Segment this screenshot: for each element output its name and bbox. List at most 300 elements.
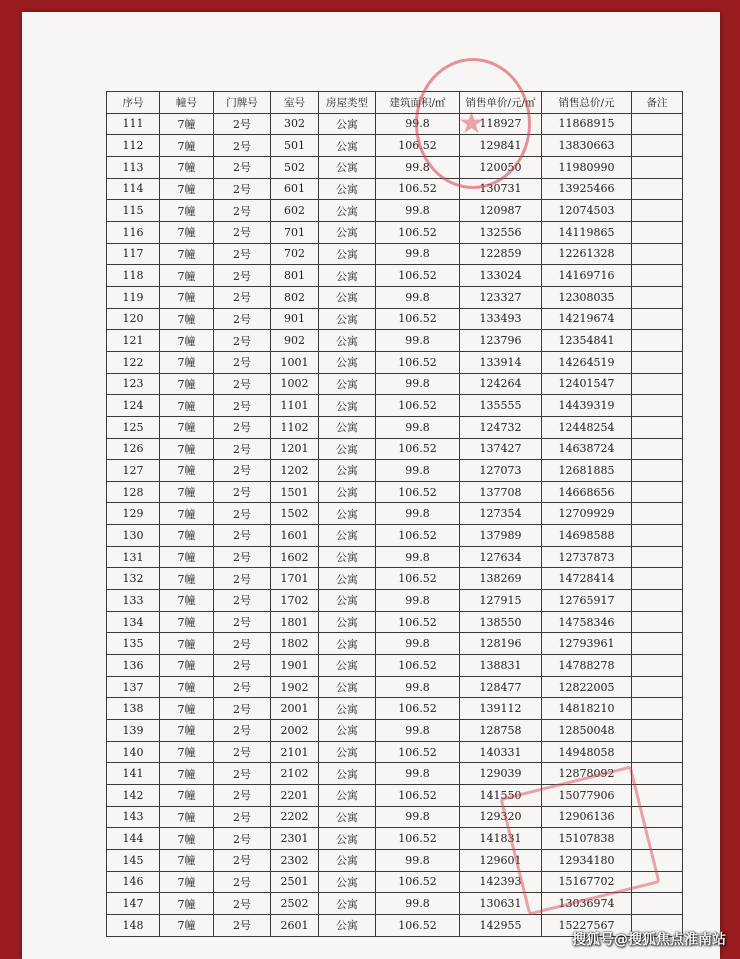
cell-door-number: 2号: [214, 893, 271, 915]
cell-remarks: [632, 243, 683, 265]
cell-door-number: 2号: [214, 265, 271, 287]
cell-building: 7幢: [160, 351, 214, 373]
cell-area: 106.52: [376, 914, 460, 936]
cell-door-number: 2号: [214, 351, 271, 373]
watermark-text: 搜狐号@搜狐焦点淮南站: [572, 932, 726, 948]
table-row: [107, 460, 683, 482]
cell-building: 7幢: [160, 416, 214, 438]
cell-area: 99.8: [376, 286, 460, 308]
cell-index: 115: [107, 200, 160, 222]
cell-remarks: [632, 611, 683, 633]
cell-index: 124: [107, 395, 160, 417]
cell-area: 99.8: [376, 763, 460, 785]
cell-door-number: 2号: [214, 438, 271, 460]
cell-index: 137: [107, 676, 160, 698]
cell-remarks: [632, 438, 683, 460]
cell-unit-price: 124264: [460, 373, 542, 395]
cell-building: 7幢: [160, 200, 214, 222]
cell-building: 7幢: [160, 785, 214, 807]
cell-door-number: 2号: [214, 395, 271, 417]
cell-total-price: 15107838: [542, 828, 632, 850]
cell-area: 106.52: [376, 481, 460, 503]
seal-star-icon: ★: [458, 106, 485, 141]
cell-house-type: 公寓: [319, 590, 376, 612]
cell-building: 7幢: [160, 676, 214, 698]
cell-index: 121: [107, 330, 160, 352]
cell-house-type: 公寓: [319, 828, 376, 850]
cell-total-price: 12934180: [542, 849, 632, 871]
cell-area: 99.8: [376, 503, 460, 525]
cell-area: 99.8: [376, 849, 460, 871]
cell-index: 139: [107, 720, 160, 742]
cell-index: 134: [107, 611, 160, 633]
cell-house-type: 公寓: [319, 373, 376, 395]
table-row: [107, 113, 683, 135]
cell-remarks: [632, 546, 683, 568]
cell-building: 7幢: [160, 633, 214, 655]
cell-total-price: 14788278: [542, 655, 632, 677]
table-row: [107, 330, 683, 352]
cell-building: 7幢: [160, 698, 214, 720]
cell-room-number: 1702: [271, 590, 319, 612]
table-row: [107, 611, 683, 633]
cell-area: 99.8: [376, 200, 460, 222]
header-building: 幢号: [160, 92, 214, 114]
cell-unit-price: 133914: [460, 351, 542, 373]
cell-unit-price: 127073: [460, 460, 542, 482]
cell-index: 128: [107, 481, 160, 503]
cell-unit-price: 137989: [460, 525, 542, 547]
cell-unit-price: 127915: [460, 590, 542, 612]
cell-total-price: 14119865: [542, 221, 632, 243]
cell-area: 106.52: [376, 525, 460, 547]
cell-room-number: 1802: [271, 633, 319, 655]
cell-remarks: [632, 871, 683, 893]
cell-index: 114: [107, 178, 160, 200]
cell-remarks: [632, 200, 683, 222]
cell-remarks: [632, 676, 683, 698]
cell-index: 148: [107, 914, 160, 936]
cell-door-number: 2号: [214, 481, 271, 503]
cell-index: 122: [107, 351, 160, 373]
table-row: [107, 286, 683, 308]
table-row: [107, 135, 683, 157]
cell-house-type: 公寓: [319, 178, 376, 200]
cell-door-number: 2号: [214, 156, 271, 178]
cell-room-number: 1202: [271, 460, 319, 482]
cell-door-number: 2号: [214, 676, 271, 698]
cell-area: 99.8: [376, 806, 460, 828]
cell-room-number: 2201: [271, 785, 319, 807]
cell-unit-price: 137708: [460, 481, 542, 503]
cell-total-price: 11868915: [542, 113, 632, 135]
cell-room-number: 702: [271, 243, 319, 265]
cell-area: 106.52: [376, 308, 460, 330]
cell-door-number: 2号: [214, 806, 271, 828]
cell-room-number: 1102: [271, 416, 319, 438]
cell-unit-price: 141831: [460, 828, 542, 850]
cell-door-number: 2号: [214, 135, 271, 157]
cell-door-number: 2号: [214, 178, 271, 200]
cell-index: 146: [107, 871, 160, 893]
cell-building: 7幢: [160, 243, 214, 265]
cell-house-type: 公寓: [319, 785, 376, 807]
cell-house-type: 公寓: [319, 849, 376, 871]
cell-building: 7幢: [160, 286, 214, 308]
cell-room-number: 2002: [271, 720, 319, 742]
cell-total-price: 14219674: [542, 308, 632, 330]
cell-building: 7幢: [160, 720, 214, 742]
cell-index: 120: [107, 308, 160, 330]
cell-door-number: 2号: [214, 698, 271, 720]
cell-building: 7幢: [160, 178, 214, 200]
cell-index: 113: [107, 156, 160, 178]
cell-index: 147: [107, 893, 160, 915]
cell-index: 133: [107, 590, 160, 612]
cell-remarks: [632, 720, 683, 742]
cell-building: 7幢: [160, 460, 214, 482]
table-row: [107, 828, 683, 850]
cell-room-number: 802: [271, 286, 319, 308]
cell-total-price: 14698588: [542, 525, 632, 547]
header-remarks: 备注: [632, 92, 683, 114]
cell-house-type: 公寓: [319, 676, 376, 698]
cell-total-price: 14264519: [542, 351, 632, 373]
cell-total-price: 12401547: [542, 373, 632, 395]
table-row: [107, 200, 683, 222]
cell-room-number: 2302: [271, 849, 319, 871]
cell-total-price: 14668656: [542, 481, 632, 503]
cell-door-number: 2号: [214, 871, 271, 893]
cell-building: 7幢: [160, 221, 214, 243]
cell-remarks: [632, 568, 683, 590]
cell-building: 7幢: [160, 481, 214, 503]
cell-building: 7幢: [160, 113, 214, 135]
cell-area: 99.8: [376, 460, 460, 482]
cell-house-type: 公寓: [319, 633, 376, 655]
cell-unit-price: 120987: [460, 200, 542, 222]
cell-total-price: 15077906: [542, 785, 632, 807]
cell-remarks: [632, 525, 683, 547]
cell-door-number: 2号: [214, 200, 271, 222]
cell-building: 7幢: [160, 741, 214, 763]
cell-index: 136: [107, 655, 160, 677]
cell-area: 106.52: [376, 221, 460, 243]
cell-total-price: 12906136: [542, 806, 632, 828]
table-row: [107, 893, 683, 915]
cell-remarks: [632, 221, 683, 243]
cell-house-type: 公寓: [319, 698, 376, 720]
cell-room-number: 1501: [271, 481, 319, 503]
cell-door-number: 2号: [214, 308, 271, 330]
table-row: [107, 243, 683, 265]
cell-unit-price: 130731: [460, 178, 542, 200]
cell-index: 141: [107, 763, 160, 785]
table-row: [107, 503, 683, 525]
table-row: [107, 525, 683, 547]
cell-house-type: 公寓: [319, 416, 376, 438]
cell-door-number: 2号: [214, 741, 271, 763]
cell-house-type: 公寓: [319, 113, 376, 135]
table-row: [107, 221, 683, 243]
cell-unit-price: 123327: [460, 286, 542, 308]
cell-unit-price: 124732: [460, 416, 542, 438]
cell-door-number: 2号: [214, 416, 271, 438]
cell-house-type: 公寓: [319, 286, 376, 308]
table-row: [107, 351, 683, 373]
cell-total-price: 14758346: [542, 611, 632, 633]
cell-door-number: 2号: [214, 286, 271, 308]
cell-house-type: 公寓: [319, 481, 376, 503]
cell-room-number: 701: [271, 221, 319, 243]
cell-door-number: 2号: [214, 546, 271, 568]
cell-remarks: [632, 373, 683, 395]
cell-remarks: [632, 655, 683, 677]
cell-house-type: 公寓: [319, 763, 376, 785]
cell-area: 99.8: [376, 676, 460, 698]
table-row: [107, 785, 683, 807]
header-house-type: 房屋类型: [319, 92, 376, 114]
cell-room-number: 1602: [271, 546, 319, 568]
cell-room-number: 602: [271, 200, 319, 222]
cell-house-type: 公寓: [319, 893, 376, 915]
cell-total-price: 12822005: [542, 676, 632, 698]
header-room-number: 室号: [271, 92, 319, 114]
cell-door-number: 2号: [214, 849, 271, 871]
cell-unit-price: 133024: [460, 265, 542, 287]
cell-unit-price: 135555: [460, 395, 542, 417]
cell-unit-price: 138831: [460, 655, 542, 677]
cell-index: 144: [107, 828, 160, 850]
cell-total-price: 12354841: [542, 330, 632, 352]
cell-room-number: 2202: [271, 806, 319, 828]
cell-unit-price: 118927: [460, 113, 542, 135]
cell-index: 140: [107, 741, 160, 763]
cell-unit-price: 138550: [460, 611, 542, 633]
cell-remarks: [632, 265, 683, 287]
cell-building: 7幢: [160, 871, 214, 893]
cell-room-number: 1002: [271, 373, 319, 395]
cell-door-number: 2号: [214, 113, 271, 135]
table-row: [107, 849, 683, 871]
cell-house-type: 公寓: [319, 914, 376, 936]
cell-area: 106.52: [376, 265, 460, 287]
cell-house-type: 公寓: [319, 720, 376, 742]
table-row: [107, 720, 683, 742]
cell-building: 7幢: [160, 308, 214, 330]
cell-remarks: [632, 893, 683, 915]
cell-remarks: [632, 828, 683, 850]
cell-building: 7幢: [160, 395, 214, 417]
cell-building: 7幢: [160, 893, 214, 915]
cell-index: 127: [107, 460, 160, 482]
cell-total-price: 15167702: [542, 871, 632, 893]
cell-house-type: 公寓: [319, 308, 376, 330]
cell-unit-price: 127354: [460, 503, 542, 525]
cell-index: 118: [107, 265, 160, 287]
cell-house-type: 公寓: [319, 503, 376, 525]
cell-room-number: 2501: [271, 871, 319, 893]
header-door-number: 门牌号: [214, 92, 271, 114]
cell-area: 106.52: [376, 871, 460, 893]
table-body: [107, 113, 683, 936]
cell-unit-price: 127634: [460, 546, 542, 568]
table-row: [107, 655, 683, 677]
cell-index: 119: [107, 286, 160, 308]
cell-total-price: 11980990: [542, 156, 632, 178]
cell-index: 131: [107, 546, 160, 568]
table-row: [107, 871, 683, 893]
cell-building: 7幢: [160, 849, 214, 871]
cell-remarks: [632, 763, 683, 785]
table-row: [107, 481, 683, 503]
cell-area: 106.52: [376, 568, 460, 590]
cell-door-number: 2号: [214, 914, 271, 936]
cell-room-number: 1001: [271, 351, 319, 373]
cell-remarks: [632, 156, 683, 178]
cell-door-number: 2号: [214, 221, 271, 243]
cell-area: 106.52: [376, 611, 460, 633]
cell-area: 99.8: [376, 330, 460, 352]
cell-area: 99.8: [376, 893, 460, 915]
cell-house-type: 公寓: [319, 655, 376, 677]
cell-total-price: 15227567: [542, 914, 632, 936]
cell-index: 123: [107, 373, 160, 395]
cell-remarks: [632, 806, 683, 828]
cell-house-type: 公寓: [319, 200, 376, 222]
cell-unit-price: 142955: [460, 914, 542, 936]
cell-unit-price: 129039: [460, 763, 542, 785]
cell-building: 7幢: [160, 265, 214, 287]
cell-house-type: 公寓: [319, 351, 376, 373]
cell-unit-price: 129320: [460, 806, 542, 828]
cell-area: 99.8: [376, 546, 460, 568]
cell-house-type: 公寓: [319, 871, 376, 893]
cell-unit-price: 142393: [460, 871, 542, 893]
cell-house-type: 公寓: [319, 243, 376, 265]
cell-index: 143: [107, 806, 160, 828]
table-row: [107, 395, 683, 417]
cell-remarks: [632, 286, 683, 308]
cell-door-number: 2号: [214, 590, 271, 612]
cell-index: 111: [107, 113, 160, 135]
cell-remarks: [632, 785, 683, 807]
table-row: [107, 546, 683, 568]
cell-total-price: 12737873: [542, 546, 632, 568]
cell-remarks: [632, 113, 683, 135]
cell-unit-price: 132556: [460, 221, 542, 243]
header-unit-price: 销售单价/元/㎡: [460, 92, 542, 114]
table-row: [107, 568, 683, 590]
cell-building: 7幢: [160, 590, 214, 612]
cell-index: 135: [107, 633, 160, 655]
table-row: [107, 698, 683, 720]
cell-remarks: [632, 330, 683, 352]
table-row: [107, 590, 683, 612]
cell-area: 106.52: [376, 741, 460, 763]
cell-house-type: 公寓: [319, 460, 376, 482]
cell-house-type: 公寓: [319, 156, 376, 178]
cell-door-number: 2号: [214, 243, 271, 265]
cell-area: 99.8: [376, 416, 460, 438]
cell-room-number: 1101: [271, 395, 319, 417]
cell-building: 7幢: [160, 611, 214, 633]
table-row: [107, 416, 683, 438]
cell-area: 99.8: [376, 373, 460, 395]
cell-building: 7幢: [160, 525, 214, 547]
cell-area: 106.52: [376, 135, 460, 157]
cell-index: 142: [107, 785, 160, 807]
cell-remarks: [632, 178, 683, 200]
cell-room-number: 302: [271, 113, 319, 135]
cell-unit-price: 123796: [460, 330, 542, 352]
table-row: [107, 633, 683, 655]
cell-unit-price: 133493: [460, 308, 542, 330]
cell-room-number: 2301: [271, 828, 319, 850]
cell-unit-price: 128196: [460, 633, 542, 655]
cell-building: 7幢: [160, 806, 214, 828]
cell-house-type: 公寓: [319, 611, 376, 633]
cell-unit-price: 129841: [460, 135, 542, 157]
cell-total-price: 14638724: [542, 438, 632, 460]
cell-index: 145: [107, 849, 160, 871]
cell-room-number: 2601: [271, 914, 319, 936]
cell-room-number: 1201: [271, 438, 319, 460]
cell-remarks: [632, 698, 683, 720]
header-index: 序号: [107, 92, 160, 114]
cell-area: 106.52: [376, 655, 460, 677]
cell-room-number: 902: [271, 330, 319, 352]
cell-house-type: 公寓: [319, 265, 376, 287]
cell-door-number: 2号: [214, 460, 271, 482]
cell-remarks: [632, 741, 683, 763]
cell-area: 106.52: [376, 395, 460, 417]
cell-remarks: [632, 460, 683, 482]
cell-room-number: 2101: [271, 741, 319, 763]
header-total-price: 销售总价/元: [542, 92, 632, 114]
cell-room-number: 1502: [271, 503, 319, 525]
cell-unit-price: 138269: [460, 568, 542, 590]
cell-house-type: 公寓: [319, 568, 376, 590]
table-row: [107, 265, 683, 287]
cell-index: 117: [107, 243, 160, 265]
cell-total-price: 13036974: [542, 893, 632, 915]
cell-index: 116: [107, 221, 160, 243]
cell-door-number: 2号: [214, 373, 271, 395]
cell-total-price: 12681885: [542, 460, 632, 482]
cell-total-price: 14948058: [542, 741, 632, 763]
cell-room-number: 801: [271, 265, 319, 287]
cell-remarks: [632, 416, 683, 438]
cell-total-price: 14728414: [542, 568, 632, 590]
cell-house-type: 公寓: [319, 221, 376, 243]
cell-area: 99.8: [376, 113, 460, 135]
cell-unit-price: 120050: [460, 156, 542, 178]
cell-total-price: 13925466: [542, 178, 632, 200]
cell-total-price: 12308035: [542, 286, 632, 308]
cell-remarks: [632, 351, 683, 373]
cell-building: 7幢: [160, 135, 214, 157]
cell-building: 7幢: [160, 373, 214, 395]
cell-room-number: 1701: [271, 568, 319, 590]
cell-total-price: 12261328: [542, 243, 632, 265]
cell-house-type: 公寓: [319, 330, 376, 352]
cell-remarks: [632, 481, 683, 503]
cell-building: 7幢: [160, 330, 214, 352]
cell-total-price: 12793961: [542, 633, 632, 655]
cell-house-type: 公寓: [319, 135, 376, 157]
cell-unit-price: 128477: [460, 676, 542, 698]
